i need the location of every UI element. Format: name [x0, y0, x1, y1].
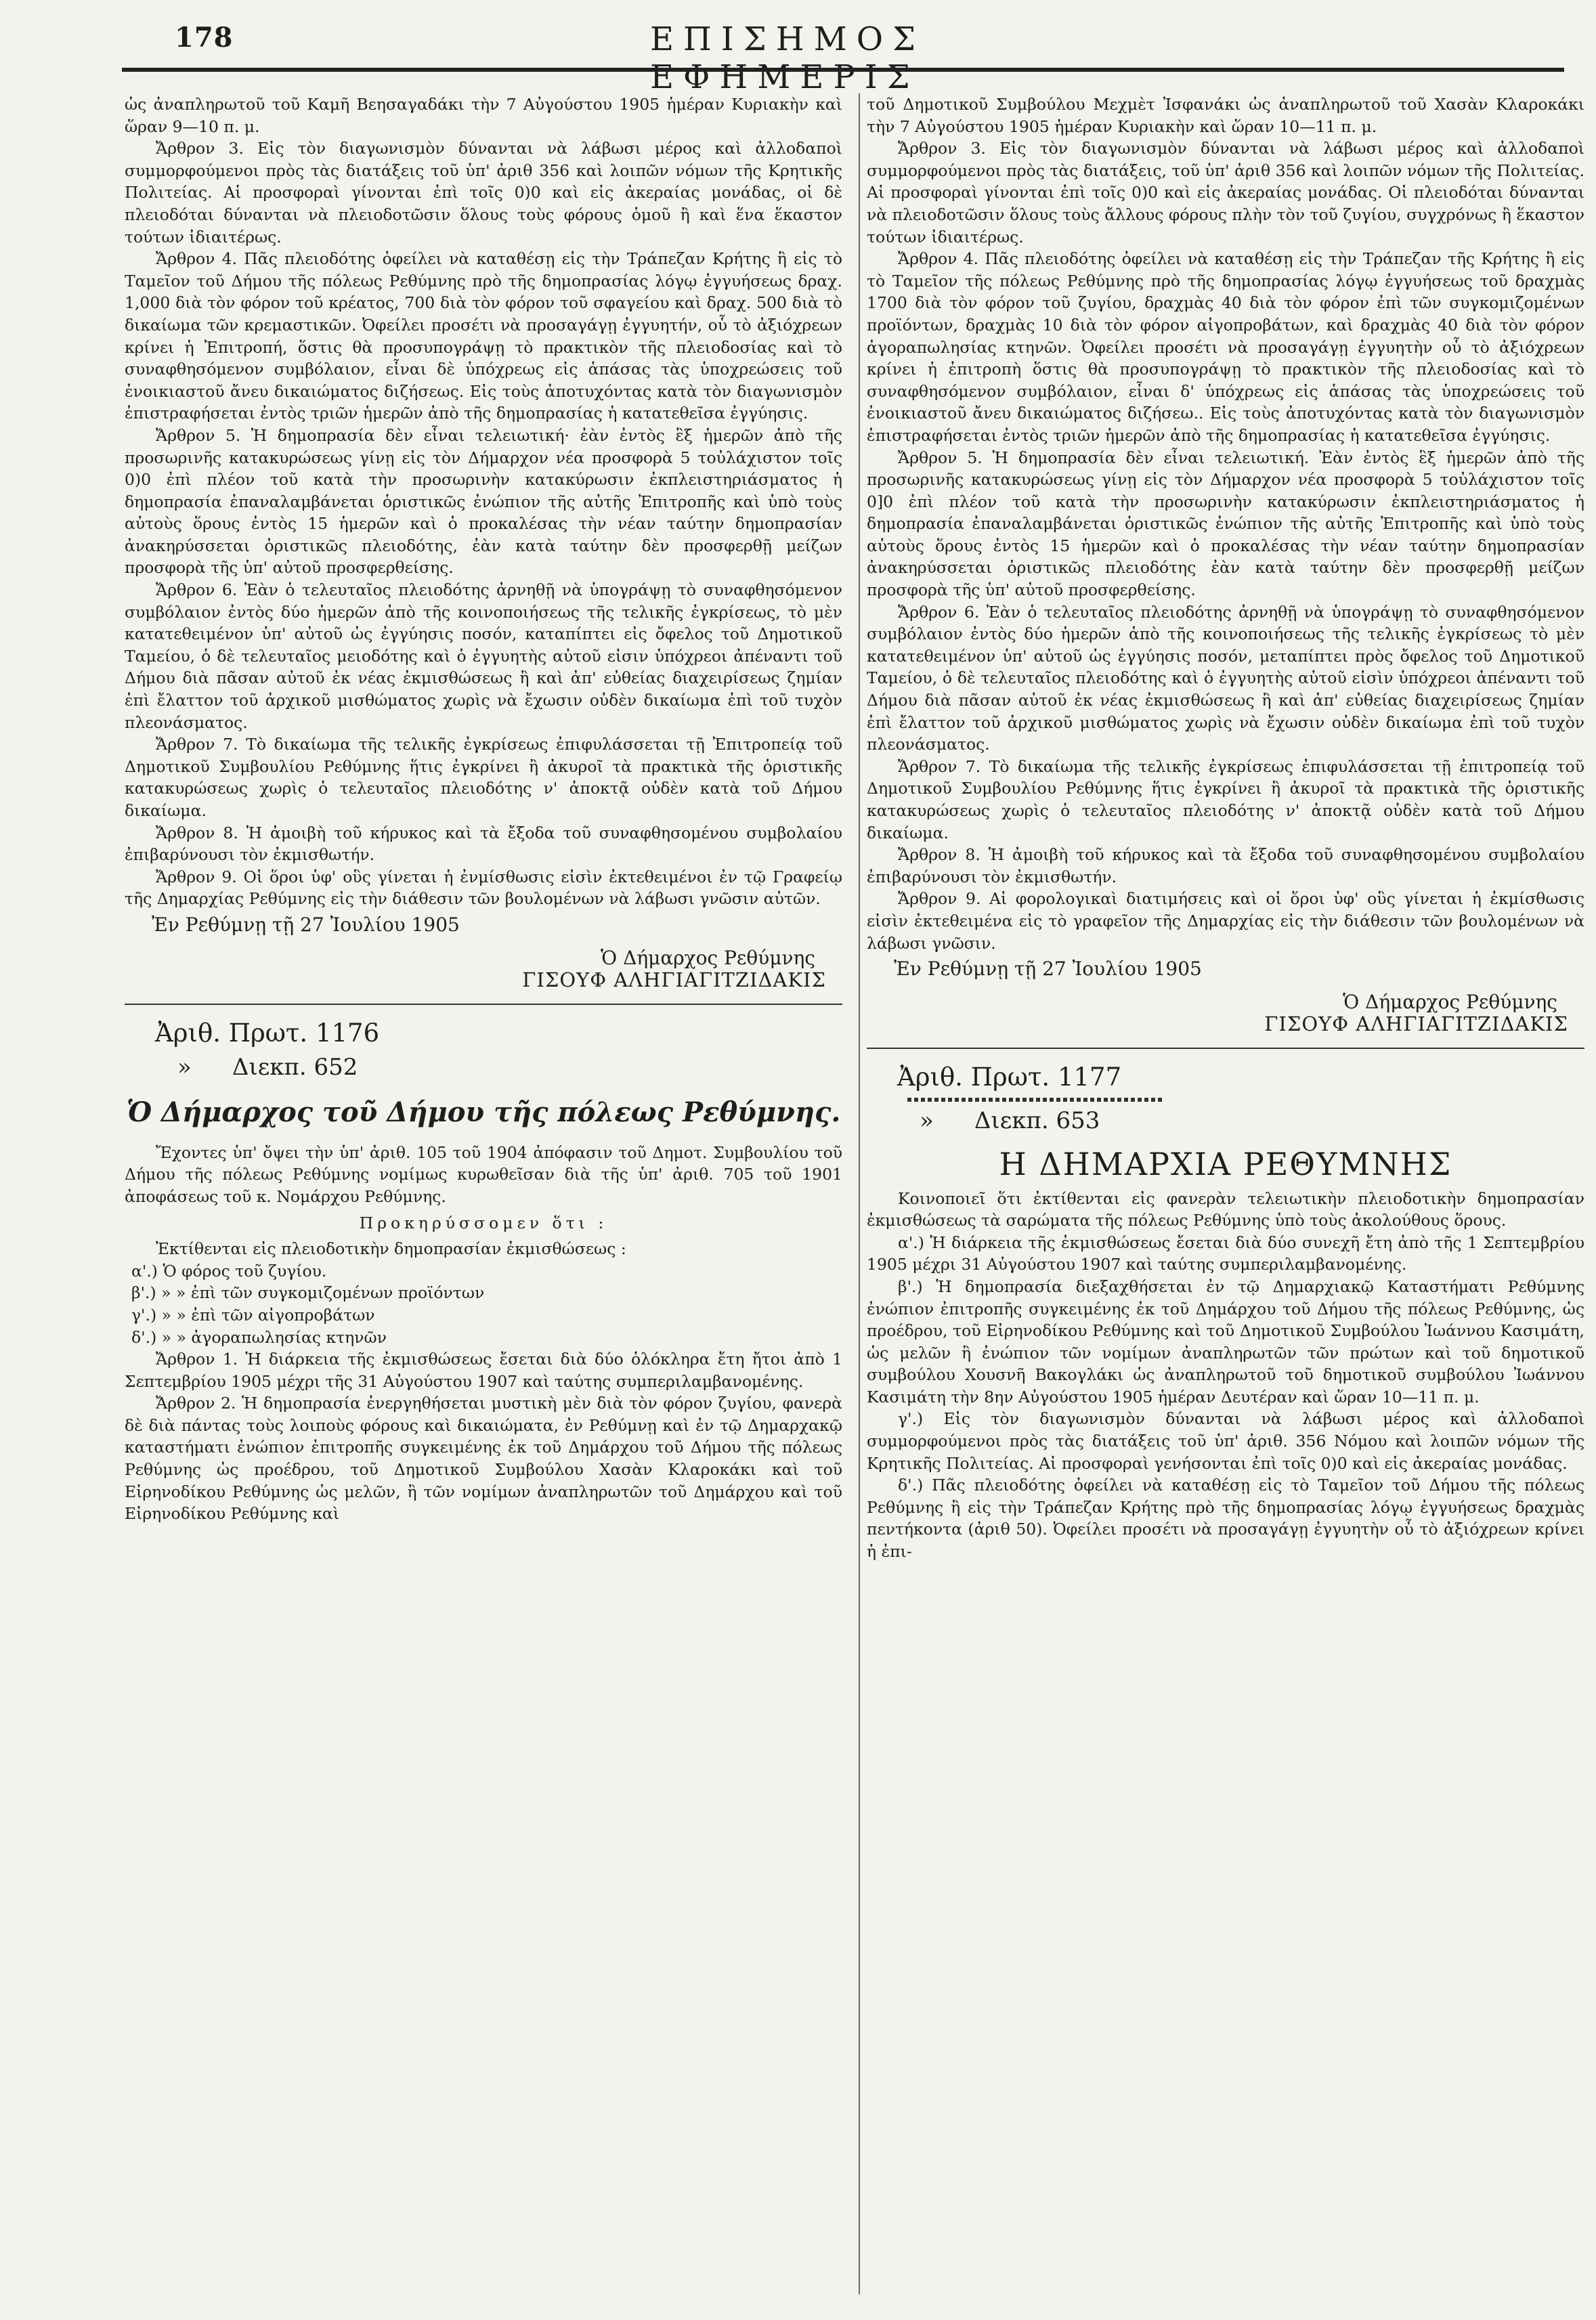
ditto-mark: » [177, 1053, 192, 1081]
separator-rule [867, 1048, 1584, 1049]
dispatch-number [867, 1104, 1584, 1137]
article-7: Ἄρθρον 7. Τὸ δικαίωμα τῆς τελικῆς ἐγκρίσεως ἐπιφυλάσσεται τῇ ἐπιτροπείᾳ τοῦ Δημοτικοῦ Συμβουλίου Ρεθύμνης ἥτις ἐγκρίνει ἢ ἀκυροῖ τὰ πρακτικὰ τῆς ὁριστικῆς κατακυρώσεως χωρὶς ὁ τελευταῖος πλειοδότης ν' ἀποκτᾷ οὐδὲν κατὰ τοῦ Δήμου δικαίωμα. [867, 756, 1584, 842]
article-5: Ἄρθρον 5. Ἡ δημοπρασία δὲν εἶναι τελειωτική· ἐὰν ἐντὸς ἓξ ἡμερῶν ἀπὸ τῆς προσωρινῆς κατακυρώσεως γίνῃ εἰς τὸν Δήμαρχον νέα προσφορὰ 5 τοὐλάχιστον τοῖς 0)0 ἐπὶ πλέον τοῦ κατὰ τὴν προσωρινὴν κατακύρωσιν ἐκπλειστηριάσματος ἡ δημοπρασία ἐπαναλαμβάνεται ὁριστικῶς ἐνώπιον τῆς αὐτῆς Ἐπιτροπῆς καὶ ὑπὸ τοὺς αὐτοὺς ὅρους ἐντὸς 15 ἡμερῶν καὶ ὁ προκαλέσας τὴν νέαν ταύτην δημοπρασίαν ἀνακηρύσσεται ὁριστικῶς πλειοδότης, ἐὰν κατὰ ταύτην δὲν προσφερθῇ μείζων προσφορὰ τῆς ὑπ' αὐτοῦ προσφερθείσης. [125, 425, 842, 578]
article-1: Ἄρθρον 1. Ἡ διάρκεια τῆς ἐκμισθώσεως ἔσεται διὰ δύο ὁλόκληρα ἔτη ἤτοι ἀπὸ 1 Σεπτεμβρίου 1905 μέχρι τῆς 31 Αὐγούστου 1907 καὶ ταύτης συμπεριλαμβανομένης. [125, 1350, 842, 1391]
list-item: α'.) Ὁ φόρος τοῦ ζυγίου. [131, 1261, 327, 1281]
dispatch-number [125, 1051, 842, 1083]
article-6: Ἄρθρον 6. Ἐὰν ὁ τελευταῖος πλειοδότης ἀρνηθῇ νὰ ὑπογράψῃ τὸ συναφθησόμενον συμβόλαιον ἐντὸς δύο ἡμερῶν ἀπὸ τῆς κοινοποιήσεως τῆς τελικῆς ἐγκρίσεως, τὸ μὲν κατατεθειμένον ὑπ' αὐτοῦ ὡς ἐγγύησις ποσόν, καταπίπτει εἰς ὄφελος τοῦ Δημοτικοῦ Ταμείου, ὁ δὲ τελευταῖος μειοδότης καὶ ὁ ἐγγυητὴς αὐτοῦ εἰσιν ὑπόχρεοι ἀπέναντι τοῦ Δήμου διὰ πᾶσαν αὐτοῦ ἐκ νέας ἐκμισθώσεως ἢ καὶ ἀπ' εὐθείας διαχειρίσεως ζημίαν ἐπὶ ἔλαττον τοῦ ἀρχικοῦ μισθώματος χωρὶς νὰ ἔχωσιν οὐδὲν δικαίωμα ἐπὶ τοῦ τυχὸν πλεονάσματος. [125, 580, 842, 732]
proclamation: Προκηρύσσομεν ὅτι : [359, 1213, 608, 1232]
signature-name: ΓΙΣΟΥΦ ΑΛΗΓΙΑΓΙΤΖΙΔΑΚΙΣ [1264, 1012, 1568, 1036]
signature-title: Ὁ Δήμαρχος Ρεθύμνης [601, 946, 815, 969]
article-4: Ἄρθρον 4. Πᾶς πλειοδότης ὀφείλει νὰ καταθέσῃ εἰς τὴν Τράπεζαν Κρήτης ἢ εἰς τὸ Ταμεῖον τοῦ Δήμου τῆς πόλεως Ρεθύμνης πρὸ τῆς δημοπρασίας λόγῳ ἐγγυήσεως δραχ. 1,000 διὰ τὸν φόρον τοῦ κρέατος, 700 διὰ τὸν φόρον τοῦ σφαγείου καὶ δραχ. 500 διὰ τὸ δικαίωμα τῶν κρεμαστικῶν. Ὀφείλει προσέτι νὰ προσαγάγῃ ἐγγυητήν, οὗ τὸ ἀξιόχρεων κρίνει ἡ Ἐπιτροπή, ὅστις θὰ προσυπογράψῃ τὸ πρακτικὸν τῆς πλειοδοσίας καὶ τὸ συναφθησόμενον συμβόλαιον, εἶναι δὲ ὑπόχρεως εἰς ἁπάσας τὰς ὑποχρεώσεις τοῦ ἐνοικιαστοῦ ἄνευ δικαιώματος διζήσεως. Εἰς τοὺς ἀποτυχόντας κατὰ τὸν διαγωνισμὸν ἐπιστραφήσεται ἐντὸς τριῶν ἡμερῶν ἀπὸ τῆς δημοπρασίας ἡ κατατεθεῖσα ἐγγύησις. [125, 249, 842, 423]
notice-heading: Η ΔΗΜΑΡΧΙΑ ΡΕΘΥΜΝΗΣ [999, 1145, 1452, 1182]
list-item: δ'.) » » ἀγοραπωλησίας κτηνῶν [131, 1327, 387, 1347]
signature-name: ΓΙΣΟΥΦ ΑΛΗΓΙΑΓΙΤΖΙΔΑΚΙΣ [522, 968, 826, 992]
page-title: ΕΠΙΣΗΜΟΣ ΕΦΗΜΕΡΙΣ [650, 20, 926, 96]
article-9: Ἄρθρον 9. Οἱ ὅροι ὑφ' οὓς γίνεται ἡ ἐνμίσθωσις εἰσὶν ἐκτεθειμένοι ἐν τῷ Γραφείῳ τῆς Δημαρχίας Ρεθύμνης εἰς τὴν διάθεσιν τῶν βουλομένων νὰ λάβωσι γνῶσιν αὐτῶν. [125, 867, 842, 909]
article-3: Ἄρθρον 3. Εἰς τὸν διαγωνισμὸν δύνανται νὰ λάβωσι μέρος καὶ ἀλλοδαποὶ συμμορφούμενοι πρὸς τὰς διατάξεις, τοῦ ὑπ' ἀριθ 356 καὶ λοιπῶν νόμων τῆς Πολιτείας. Αἱ προσφοραὶ γίνονται ἐπὶ τοῖς 0)0 καὶ εἰς ἀκεραίας μονάδας. Οἱ πλειοδόται δύνανται νὰ πλειοδοτῶσιν ὅλους τοὺς ἄλλους φόρους πλὴν τὸν τοῦ ζυγίου, συγχρόνως ἢ ἕκαστον τούτων ἰδιαιτέρως. [867, 139, 1584, 246]
paragraph: ὡς ἀναπληρωτοῦ τοῦ Καμῆ Βεησαγαδάκι τὴν 7 Αὐγούστου 1905 ἡμέραν Κυριακὴν καὶ ὥραν 9—10 π. μ. [125, 95, 842, 136]
article-5: Ἄρθρον 5. Ἡ δημοπρασία δὲν εἶναι τελειωτική. Ἐὰν ἐντὸς ἓξ ἡμερῶν ἀπὸ τῆς προσωρινῆς κατακυρώσεως γίνῃ εἰς τὸν Δήμαρχον νέα προσφορὰ 5 τοὐλάχιστον τοῖς 0]0 ἐπὶ πλέον τοῦ κατὰ τὴν προσωρινὴν κατακύρωσιν ἐκπλειστηριάσματος ἡ δημοπρασία ἐπαναλαμβάνεται ὁριστικῶς ἐνώπιον τῆς αὐτῆς Ἐπιτροπῆς καὶ ὑπὸ τοὺς αὐτοὺς ὅρους ἐντὸς 15 ἡμερῶν καὶ ὁ προκαλέσας τὴν νέαν ταύτην δημοπρασίαν ἀνακηρύσσεται ὁριστικῶς πλειοδότης ἐὰν κατὰ ταύτην δὲν προσφερθῇ μείζων προσφορὰ τῆς ὑπ' αὐτοῦ προσφερθείσης. [867, 448, 1584, 600]
term-a: α'.) Ἡ διάρκεια τῆς ἐκμισθώσεως ἔσεται διὰ δύο συνεχῆ ἔτη ἀπὸ τῆς 1 Σεπτεμβρίου 1905 μέχρι 31 Αὐγούστου 1907 καὶ ταύτης συμπεριλαμβανομένης. [867, 1232, 1584, 1274]
dispatch-value: Διεκπ. 652 [232, 1053, 358, 1081]
dispatch-value: Διεκπ. 653 [974, 1107, 1100, 1134]
ditto-mark: » [920, 1107, 934, 1134]
paragraph: Κοινοποιεῖ ὅτι ἐκτίθενται εἰς φανερὰν τελειωτικὴν πλειοδοτικὴν δημοπρασίαν ἐκμισθώσεως τὰ σαρώματα τῆς πόλεως Ρεθύμνης ὑπὸ τοὺς ἀκολούθους ὅρους. [867, 1188, 1584, 1230]
term-c: γ'.) Εἰς τὸν διαγωνισμὸν δύνανται νὰ λάβωσι μέρος καὶ ἀλλοδαποὶ συμμορφούμενοι πρὸς τὰς διατάξεις τοῦ ὑπ' ἀριθ. 356 Νόμου καὶ λοιπῶν νόμων τῆς Κρητικῆς Πολιτείας. Αἱ προσφοραὶ γενήσονται ἐπὶ τοῖς 0)0 καὶ εἰς ἀκεραίας μονάδας. [867, 1409, 1584, 1473]
column-divider [859, 93, 860, 2294]
right-column [867, 93, 1584, 1563]
date-line: Ἐν Ρεθύμνῃ τῇ 27 Ἰουλίου 1905 [894, 958, 1202, 981]
list-item: γ'.) » » ἐπὶ τῶν αἰγοπροβάτων [131, 1305, 375, 1325]
article-8: Ἄρθρον 8. Ἡ ἀμοιβὴ τοῦ κήρυκος καὶ τὰ ἔξοδα τοῦ συναφθησομένου συμβολαίου ἐπιβαρύνουσι τὸν ἐκμισθωτήν. [867, 845, 1584, 886]
article-6: Ἄρθρον 6. Ἐὰν ὁ τελευταῖος πλειοδότης ἀρνηθῇ νὰ ὑπογράψῃ τὸ συναφθησόμενον συμβόλαιον ἐντὸς δύο ἡμερῶν ἀπὸ τῆς κοινοποιήσεως τῆς τελικῆς ἐγκρίσεως τὸ μὲν κατατεθειμένον ὑπ' αὐτοῦ ὡς ἐγγύησις ποσόν, μεταπίπτει πρὸς ὄφελος τοῦ Δημοτικοῦ Ταμείου, ὁ δὲ τελευταῖος πλειοδότης καὶ ὁ ἐγγυητὴς αὐτοῦ εἰσὶν ὑπόχρεοι ἀπέναντι τοῦ Δήμου διὰ πᾶσαν αὐτοῦ ἐκ νέας ἐκμισθώσεως ἢ καὶ ἀπ' εὐθείας διαχειρίσεως ζημίαν ἐπὶ ἔλαττον τοῦ ἀρχικοῦ μισθώματος χωρὶς νὰ ἔχωσιν οὐδὲν δικαίωμα ἐπὶ τοῦ τυχὸν πλεονάσματος. [867, 602, 1584, 754]
paragraph: τοῦ Δημοτικοῦ Συμβούλου Μεχμὲτ Ἰσφανάκι ὡς ἀναπληρωτοῦ τοῦ Χασὰν Κλαροκάκι τὴν 7 Αὐγούστου 1905 ἡμέραν Κυριακὴν καὶ ὥραν 10—11 π. μ. [867, 95, 1584, 136]
list-item: β'.) » » ἐπὶ τῶν συγκομιζομένων προϊόντων [131, 1283, 485, 1303]
article-3: Ἄρθρον 3. Εἰς τὸν διαγωνισμὸν δύνανται νὰ λάβωσι μέρος καὶ ἀλλοδαποὶ συμμορφούμενοι πρὸς τὰς διατάξεις τοῦ ὑπ' ἀριθ 356 καὶ λοιπῶν νόμων τῆς Κρητικῆς Πολιτείας. Αἱ προσφοραὶ γίνονται ἐπὶ τοῖς 0)0 καὶ εἰς ἀκεραίας μονάδας, οἱ δὲ πλειοδόται δύνανται νὰ πλειοδοτῶσιν ὅλους τοὺς φόρους ὁμοῦ ἢ καὶ ἕνα ἕκαστον τούτων ἰδιαιτέρως. [125, 139, 842, 246]
paragraph: Ἐκτίθενται εἰς πλειοδοτικὴν δημοπρασίαν ἐκμισθώσεως : [156, 1239, 626, 1259]
protocol-number: Ἀριθ. Πρωτ. 1176 [155, 1018, 380, 1048]
article-7: Ἄρθρον 7. Τὸ δικαίωμα τῆς τελικῆς ἐγκρίσεως ἐπιφυλάσσεται τῇ Ἐπιτροπείᾳ τοῦ Δημοτικοῦ Συμβουλίου Ρεθύμνης ἥτις ἐγκρίνει ἢ ἀκυροῖ τὰ πρακτικὰ τῆς ὁριστικῆς κατακυρώσεως χωρὶς ὁ τελευταῖος πλειοδότης ν' ἀποκτᾷ οὐδὲν κατὰ τοῦ Δήμου δικαίωμα. [125, 735, 842, 820]
signature-title: Ὁ Δήμαρχος Ρεθύμνης [1343, 990, 1557, 1013]
date-line: Ἐν Ρεθύμνῃ τῇ 27 Ἰουλίου 1905 [152, 913, 460, 936]
article-9: Ἄρθρον 9. Αἱ φορολογικαὶ διατιμήσεις καὶ οἱ ὅροι ὑφ' οὓς γίνεται ἡ ἐκμίσθωσις εἰσὶν ἐκτεθειμένα εἰς τὸ γραφεῖον τῆς Δημαρχίας εἰς τὴν διάθεσιν τῶν βουλομένων νὰ λάβωσι γνῶσιν. [867, 889, 1584, 953]
article-4: Ἄρθρον 4. Πᾶς πλειοδότης ὀφείλει νὰ καταθέσῃ εἰς τὴν Τράπεζαν τῆς Κρήτης ἢ εἰς τὸ Ταμεῖον τῆς πόλεως Ρεθύμνης πρὸ τῆς δημοπρασίας λόγῳ ἐγγυήσεως τοῦ δραχμὰς 1700 διὰ τὸν φόρον τοῦ ζυγίου, δραχμὰς 40 διὰ τὸν φόρον ἐπὶ τῶν συγκομιζομένων προϊόντων, δραχμὰς 10 διὰ τὸν φόρον αἰγοπροβάτων, καὶ δραχμὰς 40 διὰ τὸν φόρον ἀγοραπωλησίας κτηνῶν. Ὀφείλει προσέτι νὰ προσαγάγῃ ἐγγυητὴν οὗ τὸ ἀξιόχρεων κρίνει ἡ ἐπιτροπὴ ὅστις θὰ προσυπογράψῃ τὸ πρακτικὸν τῆς πλειοδοσίας καὶ τὸ συναφθησόμενον συμβόλαιον, εἶναι δ' ὑπόχρεως εἰς ἁπάσας τὰς ὑποχρεώσεις τοῦ ἐνοικιαστοῦ ἄνευ δικαιώματος διζήσεω.. Εἰς τοὺς ἀποτυχόντας κατὰ τὸν διαγωνισμὸν ἐπιστραφήσεται ἐντὸς τριῶν ἡμερῶν ἀπὸ τῆς δημοπρασίας ἡ κατατεθεῖσα ἐγγύησις. [867, 249, 1584, 445]
term-b: β'.) Ἡ δημοπρασία διεξαχθήσεται ἐν τῷ Δημαρχιακῷ Καταστήματι Ρεθύμνης ἐνώπιον ἐπιτροπῆς συγκειμένης ἐκ τοῦ Δημάρχου τοῦ Δήμου τῆς πόλεως Ρεθύμνης, ὡς προέδρου, τοῦ Εἰρηνοδίκου Ρεθύμνης καὶ τοῦ Δημοτικοῦ Συμβούλου Ἰωάννου Κασιμάτη, ὡς μελῶν ἢ ἐνώπιον τῶν νομίμων ἀναπληρωτῶν τῶν πρώτων καὶ τοῦ δημοτικοῦ συμβούλου Χουσνῆ Βακογλάκι ὡς ἀναπληρωτοῦ τοῦ δημοτικοῦ συμβούλου Ἰωάννου Κασιμάτη τὴν 8ην Αὐγούστου 1905 ἡμέραν Δευτέραν καὶ ὥραν 10—11 π. μ. [867, 1276, 1584, 1406]
article-8: Ἄρθρον 8. Ἡ ἀμοιβὴ τοῦ κήρυκος καὶ τὰ ἔξοδα τοῦ συναφθησομένου συμβολαίου ἐπιβαρύνουσι τὸν ἐκμισθωτήν. [125, 823, 842, 865]
term-d: δ'.) Πᾶς πλειοδότης ὀφείλει νὰ καταθέσῃ εἰς τὸ Ταμεῖον τοῦ Δήμου τῆς πόλεως Ρεθύμνης ἢ εἰς τὴν Τράπεζαν Κρήτης πρὸ τῆς δημοπρασίας λόγῳ ἐγγυήσεως δραχμὰς πεντήκοντα (ἀριθ 50). Ὀφείλει προσέτι νὰ προσαγάγῃ ἐγγυητὴν οὗ τὸ ἀξιόχρεων κρίνει ἡ ἐπι- [867, 1476, 1584, 1562]
separator-rule [125, 1004, 842, 1005]
left-column [125, 93, 842, 1525]
notice-heading: Ὁ Δήμαρχος τοῦ Δήμου τῆς πόλεως Ρεθύμνης. [126, 1096, 841, 1128]
wavy-underline [907, 1098, 1165, 1102]
paragraph: Ἔχοντες ὑπ' ὄψει τὴν ὑπ' ἀριθ. 105 τοῦ 1904 ἀπόφασιν τοῦ Δημοτ. Συμβουλίου τοῦ Δήμου τῆς πόλεως Ρεθύμνης νομίμως κυρωθεῖσαν διὰ τῆς ὑπ' ἀριθ. 705 τοῦ 1901 ἀποφάσεως τοῦ κ. Νομάρχου Ρεθύμνης. [125, 1142, 842, 1206]
article-2: Ἄρθρον 2. Ἡ δημοπρασία ἐνεργηθήσεται μυστικὴ μὲν διὰ τὸν φόρον ζυγίου, φανερὰ δὲ διὰ πάντας τοὺς λοιποὺς φόρους καὶ δικαιώματα, ἐν Ρεθύμνῃ καὶ ἐν τῷ Δημαρχακῷ καταστήματι ἐνώπιον ἐπιτροπῆς συγκειμένης ἐκ τοῦ Δημάρχου τοῦ Δήμου τῆς πόλεως Ρεθύμνης ὡς προέδρου, τοῦ Δημοτικοῦ Συμβούλου Χασὰν Κλαροκάκι καὶ τοῦ Εἰρηνοδίκου Ρεθύμνης ὡς μελῶν, ἢ τῶν νομίμων ἀναπληρωτῶν τοῦ Δημάρχου καὶ τοῦ Εἰρηνοδίκου Ρεθύμνης καὶ [125, 1394, 842, 1524]
protocol-number: Ἀριθ. Πρωτ. 1177 [897, 1062, 1122, 1092]
page-number: 178 [175, 22, 234, 53]
header-rule [122, 68, 1564, 72]
